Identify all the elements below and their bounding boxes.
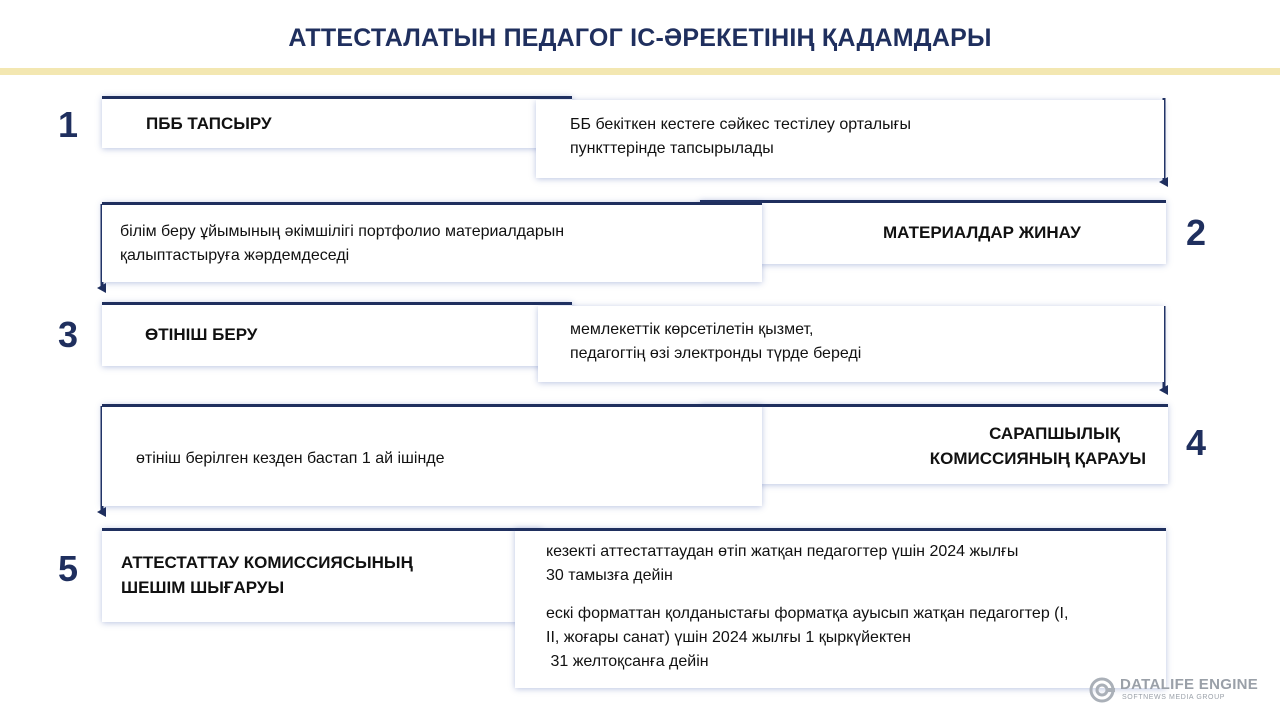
step-3-description-line-2: педагогтің өзі электронды түрде береді <box>570 345 862 362</box>
step-4-label-box <box>700 404 1168 484</box>
step-4-description: өтініш берілген кезден бастап 1 ай ішінде <box>136 450 445 467</box>
step-number-2: 2 <box>1185 212 1207 253</box>
step-4-label-line-2: КОМИССИЯНЫҢ ҚАРАУЫ <box>929 449 1146 468</box>
step-2-label-box <box>700 200 1166 264</box>
watermark-name: DATALIFE ENGINE <box>1120 676 1259 693</box>
step-number-3: 3 <box>57 314 79 355</box>
step-1-label: ПББ ТАПСЫРУ <box>146 114 272 133</box>
step-1-description-box <box>536 100 1164 178</box>
step-5-description-line-4: ІІ, жоғары санат) үшін 2024 жылғы 1 қыркүйектен <box>546 629 912 646</box>
step-2-description <box>120 220 564 268</box>
step-number-5: 5 <box>57 548 79 589</box>
step-3-description <box>570 318 861 366</box>
step-3-label-box <box>102 302 572 366</box>
step-5-description-box <box>515 528 1166 688</box>
datalife-engine-watermark <box>1088 676 1263 706</box>
step-4-label <box>930 421 1146 471</box>
step-5-description-line-3: ескі форматтан қолданыстағы форматқа ауысып жатқан педагогтер (І, <box>546 605 1069 622</box>
step-2-label: МАТЕРИАЛДАР ЖИНАУ <box>883 223 1081 242</box>
step-1-description-line-1: ББ бекіткен кестеге сәйкес тестілеу орталығы <box>570 116 911 133</box>
step-5-description-line-5: 31 желтоқсанға дейін <box>546 653 709 670</box>
step-1-label-box <box>102 96 572 148</box>
step-5-label-box <box>102 528 542 622</box>
step-5-label <box>121 550 413 600</box>
page-title: АТТЕСТАЛАТЫН ПЕДАГОГ ІС-ӘРЕКЕТІНІҢ ҚАДАМДАРЫ <box>288 24 992 52</box>
step-3-description-line-1: мемлекеттік көрсетілетін қызмет, <box>570 321 814 338</box>
watermark-subtitle: SOFTNEWS MEDIA GROUP <box>1122 694 1226 701</box>
datalife-logo-icon <box>1088 676 1116 704</box>
step-2-description-line-2: қалыптастыруға жәрдемдеседі <box>120 247 350 264</box>
step-2-description-line-1: білім беру ұйымының әкімшілігі портфолио материалдарын <box>120 223 565 240</box>
step-number-1: 1 <box>57 104 79 145</box>
step-2-description-box <box>102 202 762 282</box>
step-number-4: 4 <box>1185 422 1207 463</box>
step-5-description-line-2: 30 тамызға дейін <box>546 567 673 584</box>
step-3-label: ӨТІНІШ БЕРУ <box>145 325 258 344</box>
step-4-description-box <box>102 404 762 506</box>
step-5-description-line-1: кезекті аттестаттаудан өтіп жатқан педагогтер үшін 2024 жылғы <box>546 543 1019 560</box>
step-1-description <box>570 113 911 161</box>
step-3-description-box <box>538 306 1164 382</box>
title-underline <box>0 68 1280 75</box>
step-5-label-line-2: ШЕШІМ ШЫҒАРУЫ <box>121 578 285 597</box>
step-5-description <box>546 540 1156 674</box>
step-4-label-line-1: САРАПШЫЛЫҚ <box>989 424 1120 443</box>
step-1-description-line-2: пункттерінде тапсырылады <box>570 140 774 157</box>
step-5-label-line-1: АТТЕСТАТТАУ КОМИССИЯСЫНЫҢ <box>121 553 413 572</box>
